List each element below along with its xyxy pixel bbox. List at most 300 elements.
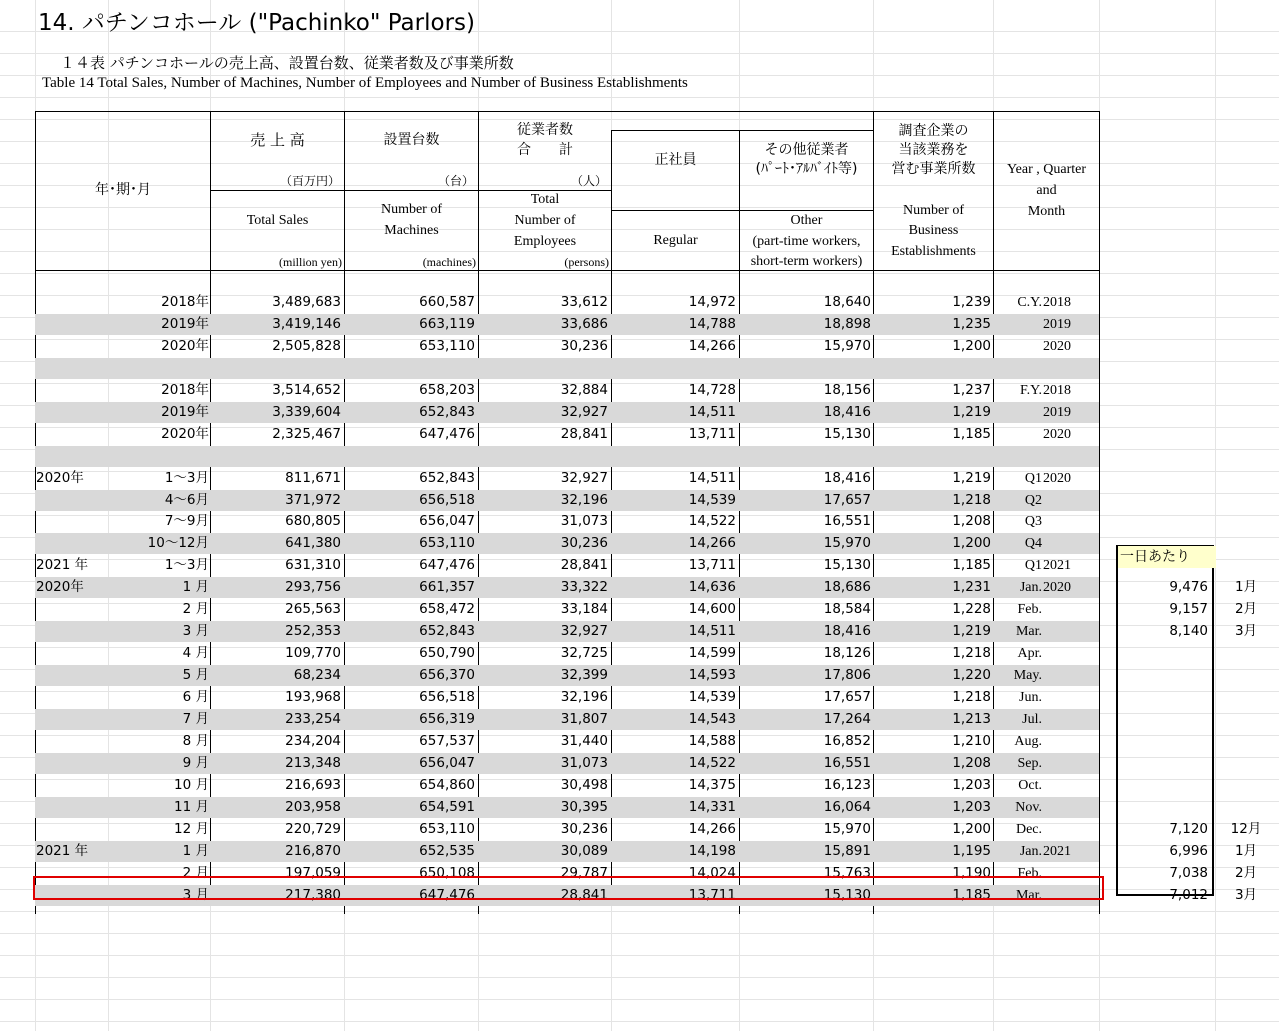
regular-cell: 14,511 [688,469,736,486]
sales-cell: 265,563 [285,601,341,618]
era-cell [36,687,106,708]
employees-cell: 32,399 [560,667,608,684]
era-cell: 2021 年 [36,557,89,574]
regular-cell: 14,266 [688,337,736,354]
table-row [35,358,1099,379]
era-cell: 2021 年 [36,842,89,859]
table-subtitle-en: Table 14 Total Sales, Number of Machines, Number of Employees and Number of Business Establishments [42,75,688,91]
header-year-en-1: Year , Quarter [1006,162,1087,177]
machines-cell: 652,843 [419,403,475,420]
table-row [35,643,1099,664]
period-cell: 3 月 [182,623,209,640]
per-day-month: 1月 [1234,579,1258,596]
sales-cell: 216,870 [285,842,341,859]
machines-cell: 658,203 [419,381,475,398]
sales-cell: 220,729 [285,820,341,837]
regular-cell: 14,511 [688,403,736,420]
other-cell [740,446,871,467]
header-machines-en-2: Machines [384,223,439,238]
regular-cell: 14,636 [688,579,736,596]
period-en-year: 2020 [1043,426,1071,442]
machines-cell: 647,476 [419,886,475,903]
machines-cell: 658,472 [419,601,475,618]
regular-cell: 14,543 [688,711,736,727]
header-est-jp-1: 調査企業の [898,123,969,139]
establishments-cell [875,446,991,467]
per-day-month: 3月 [1234,623,1258,640]
table-row [35,468,1099,489]
machines-cell: 653,110 [419,337,475,354]
period-cell: 5 月 [182,667,209,684]
regular-cell: 14,588 [688,732,736,749]
era-cell [36,621,106,642]
sales-cell: 680,805 [285,513,341,530]
period-en-cell [995,336,1099,357]
period-en-label: Jan. [1019,580,1042,596]
period-cell: 2019年 [161,403,209,420]
period-en-cell [995,797,1099,818]
era-cell [36,709,106,730]
other-cell: 15,763 [823,864,871,881]
period-en-year: 2018 [1043,294,1071,310]
period-en-cell [995,490,1099,511]
other-cell: 18,416 [823,403,871,420]
per-day-value: 7,038 [1169,864,1208,881]
period-en-label: Mar. [1015,887,1042,903]
regular-cell: 14,599 [688,645,736,662]
machines-cell: 656,518 [419,491,475,508]
era-cell [36,775,106,796]
period-cell: 1～3月 [164,557,209,574]
regular-cell: 14,266 [688,535,736,552]
employees-cell: 32,196 [560,491,608,508]
period-en-cell [995,599,1099,620]
sales-cell: 631,310 [285,557,341,574]
establishments-cell: 1,185 [952,886,991,903]
establishments-cell: 1,235 [952,315,991,332]
header-employees-en-3: Employees [513,234,577,249]
table-row [35,380,1099,401]
machines-cell [345,446,475,467]
sales-cell: 3,339,604 [272,403,341,420]
table-row [35,511,1099,532]
period-cell: 12 月 [174,820,209,837]
machines-cell: 647,476 [419,557,475,574]
sales-cell: 203,958 [285,798,341,815]
regular-cell: 14,539 [688,689,736,706]
employees-cell: 30,498 [560,776,608,793]
header-machines-jp: 設置台数 [383,132,440,148]
machines-cell: 656,047 [419,754,475,771]
header-year-en-3: Month [1027,204,1066,219]
establishments-cell: 1,190 [952,864,991,881]
header-period-jp: 年･期･月 [95,182,151,198]
period-en-cell [995,555,1099,576]
per-day-value: 6,996 [1169,842,1208,859]
per-day-value: 7,120 [1169,820,1208,837]
header-sales-unit-jp: （百万円） [279,174,340,188]
establishments-cell: 1,200 [952,820,991,837]
employees-cell: 28,841 [560,425,608,442]
employees-cell: 33,612 [560,293,608,310]
machines-cell: 654,591 [419,798,475,815]
era-cell [36,490,106,511]
period-en-year: 2021 [1043,558,1071,574]
establishments-cell: 1,213 [952,711,991,727]
period-cell: 6 月 [182,689,209,706]
machines-cell: 656,319 [419,711,475,727]
period-cell: 2020年 [161,425,209,442]
other-cell: 15,130 [823,557,871,574]
employees-cell [479,358,608,379]
period-cell: 10 月 [174,776,209,793]
establishments-cell: 1,239 [952,293,991,310]
header-machines-en-1: Number of [380,202,443,217]
sales-cell: 193,968 [285,689,341,706]
machines-cell: 650,790 [419,645,475,662]
regular-cell: 14,600 [688,601,736,618]
header-est-jp-3: 営む事業所数 [891,161,976,177]
regular-cell: 14,198 [688,842,736,859]
machines-cell: 653,110 [419,820,475,837]
employees-cell: 30,236 [560,337,608,354]
table-row [35,621,1099,642]
establishments-cell [875,358,991,379]
establishments-cell: 1,208 [952,513,991,530]
era-cell: 2020年 [36,469,84,486]
sales-cell: 68,234 [293,667,341,684]
regular-cell [612,446,736,467]
other-cell: 18,584 [823,601,871,618]
employees-cell: 33,686 [560,315,608,332]
header-employees-jp-1: 従業者数 [517,122,573,138]
period-en-year: 2019 [1043,404,1071,420]
period-cell: 9 月 [182,754,209,771]
table-row [35,819,1099,840]
regular-cell: 14,593 [688,667,736,684]
header-regular-jp: 正社員 [654,152,697,168]
employees-cell: 30,395 [560,798,608,815]
sales-cell: 213,348 [285,754,341,771]
period-en-label: Jun. [1019,690,1042,706]
other-cell: 17,657 [823,491,871,508]
table-row [35,446,1099,467]
era-cell [36,533,106,554]
regular-cell: 13,711 [688,886,736,903]
other-cell: 18,416 [823,469,871,486]
header-employees-unit-jp: （人） [570,174,607,188]
other-cell: 16,551 [823,754,871,771]
header-regular-en: Regular [653,233,698,248]
header-employees-en-1: Total [530,192,560,207]
establishments-cell: 1,228 [952,601,991,618]
regular-cell: 14,375 [688,776,736,793]
other-cell: 15,970 [823,535,871,552]
era-cell [36,380,106,401]
other-cell [740,358,871,379]
period-en-label: F.Y. [1020,382,1042,398]
regular-cell: 14,539 [688,491,736,508]
period-cell: 2018年 [161,381,209,398]
sales-cell: 811,671 [285,469,341,486]
machines-cell: 647,476 [419,425,475,442]
period-en-cell [995,819,1099,840]
machines-cell: 661,357 [419,579,475,596]
era-cell [36,599,106,620]
period-cell: 7～9月 [164,513,209,530]
period-cell: 1 月 [182,842,209,859]
machines-cell: 652,843 [419,469,475,486]
period-cell: 11 月 [174,798,209,815]
table-row [35,314,1099,335]
header-sales-jp: 売 上 高 [250,131,305,149]
header-employees-unit-en: (persons) [564,255,609,269]
other-cell: 17,657 [823,689,871,706]
other-cell: 17,264 [823,711,871,727]
per-day-value: 9,476 [1169,579,1208,596]
establishments-cell: 1,219 [952,403,991,420]
period-en-label: Q1 [1024,470,1042,486]
employees-cell [479,446,608,467]
period-cell: 3 月 [182,886,209,903]
table-row [35,753,1099,774]
table-row [35,533,1099,554]
sales-cell: 3,419,146 [272,315,341,332]
table-row [35,292,1099,313]
period-cell: 2020年 [161,337,209,354]
header-est-jp-2: 当該業務を [898,142,969,158]
page-title: 14. パチンコホール ("Pachinko" Parlors) [38,10,475,36]
other-cell: 15,970 [823,820,871,837]
period-en-cell [995,577,1099,598]
period-en-cell [995,533,1099,554]
employees-cell: 28,841 [560,886,608,903]
period-en-cell [995,402,1099,423]
period-cell: 8 月 [182,732,209,749]
sales-cell: 3,514,652 [272,381,341,398]
machines-cell: 663,119 [419,315,475,332]
header-machines-unit-en: (machines) [422,255,476,269]
sales-cell: 3,489,683 [272,293,341,310]
establishments-cell: 1,185 [952,425,991,442]
era-cell [36,270,106,291]
era-cell [36,314,106,335]
establishments-cell [875,270,991,291]
regular-cell [612,358,736,379]
period-en-cell [995,775,1099,796]
establishments-cell: 1,200 [952,337,991,354]
period-cell: 1 月 [182,579,209,596]
header-est-en-1: Number of [902,203,965,218]
header-other-en-3: short-term workers) [750,254,863,269]
establishments-cell: 1,231 [952,579,991,596]
machines-cell: 653,110 [419,535,475,552]
period-cell [108,446,209,467]
per-day-value: 9,157 [1169,601,1208,618]
period-cell: 1～3月 [164,469,209,486]
era-cell [36,819,106,840]
table-row [35,731,1099,752]
machines-cell [345,358,475,379]
sales-cell: 641,380 [285,535,341,552]
other-cell: 18,898 [823,315,871,332]
header-machines-unit-jp: （台） [437,174,474,188]
other-cell: 15,970 [823,337,871,354]
machines-cell: 652,843 [419,623,475,640]
header-other-jp-2: (ﾊﾟｰﾄ･ｱﾙﾊﾞｲﾄ等) [755,161,858,177]
header-sales-unit-en: (million yen) [279,255,342,269]
other-cell: 17,806 [823,667,871,684]
period-en-label: Q4 [1024,536,1042,552]
regular-cell: 14,788 [688,315,736,332]
sales-cell: 234,204 [285,732,341,749]
table-row [35,424,1099,445]
period-cell: 7 月 [182,711,209,727]
selected-row-highlight [33,876,1104,900]
period-en-cell [995,446,1099,467]
regular-cell: 14,972 [688,293,736,310]
establishments-cell: 1,219 [952,469,991,486]
other-cell: 18,126 [823,645,871,662]
sales-cell: 197,059 [285,864,341,881]
employees-cell [479,270,608,291]
header-sales-en: Total Sales [246,213,309,228]
period-en-label: Aug. [1014,733,1042,749]
era-cell [36,402,106,423]
period-en-label: Nov. [1015,799,1042,815]
employees-cell: 31,073 [560,754,608,771]
employees-cell: 33,322 [560,579,608,596]
machines-cell: 656,370 [419,667,475,684]
establishments-cell: 1,195 [952,842,991,859]
period-en-year: 2020 [1043,580,1071,596]
period-en-label: Q2 [1024,492,1042,508]
table-row [35,665,1099,686]
machines-cell: 657,537 [419,732,475,749]
period-en-label: Jul. [1022,712,1042,727]
period-en-label: May. [1013,668,1042,684]
machines-cell: 656,518 [419,689,475,706]
per-day-month: 2月 [1234,601,1258,618]
employees-cell: 33,184 [560,601,608,618]
other-cell: 16,064 [823,798,871,815]
regular-cell [612,270,736,291]
period-en-cell [995,753,1099,774]
per-day-box [1116,545,1214,896]
per-day-title: 一日あたり [1118,546,1216,568]
establishments-cell: 1,185 [952,557,991,574]
sales-cell: 109,770 [285,645,341,662]
table-row [35,577,1099,598]
employees-cell: 30,089 [560,842,608,859]
machines-cell: 650,108 [419,864,475,881]
other-cell: 15,891 [823,842,871,859]
other-cell: 18,686 [823,579,871,596]
establishments-cell: 1,218 [952,689,991,706]
establishments-cell: 1,210 [952,732,991,749]
regular-cell: 14,511 [688,623,736,640]
employees-cell: 30,236 [560,820,608,837]
era-cell [36,336,106,357]
sales-cell: 2,505,828 [272,337,341,354]
machines-cell: 654,860 [419,776,475,793]
period-cell: 4～6月 [164,491,209,508]
period-en-cell [995,511,1099,532]
sales-cell: 233,254 [285,711,341,727]
period-en-label: Q3 [1024,514,1042,530]
period-en-year: 2020 [1043,470,1071,486]
period-en-cell [995,424,1099,445]
period-en-cell [995,270,1099,291]
period-en-label: Jan. [1019,843,1042,859]
sales-cell [211,446,341,467]
sales-cell [211,358,341,379]
table-row [35,599,1099,620]
establishments-cell: 1,218 [952,491,991,508]
period-cell [108,358,209,379]
period-en-year: 2020 [1043,338,1071,354]
period-cell [108,270,209,291]
per-day-value: 7,012 [1169,886,1208,903]
per-day-month: 1月 [1234,842,1258,859]
period-cell: 4 月 [182,645,209,662]
header-est-en-2: Business [908,223,959,238]
establishments-cell: 1,200 [952,535,991,552]
period-en-cell [995,643,1099,664]
per-day-month: 2月 [1234,864,1258,881]
per-day-month: 12月 [1230,820,1262,837]
sales-cell: 217,380 [285,886,341,903]
table-row [35,336,1099,357]
header-other-en-2: (part-time workers, [752,234,861,249]
period-en-label: Oct. [1018,777,1042,793]
era-cell [36,424,106,445]
establishments-cell: 1,218 [952,645,991,662]
period-en-label: Apr. [1017,646,1042,662]
other-cell: 18,640 [823,293,871,310]
period-cell: 10～12月 [147,535,209,552]
sales-cell: 293,756 [285,579,341,596]
machines-cell: 660,587 [419,293,475,310]
regular-cell: 14,266 [688,820,736,837]
period-en-label: Feb. [1017,602,1042,618]
employees-cell: 32,927 [560,623,608,640]
period-en-cell [995,731,1099,752]
regular-cell: 13,711 [688,557,736,574]
employees-cell: 32,725 [560,645,608,662]
sales-cell: 216,693 [285,776,341,793]
period-en-label: Feb. [1017,865,1042,881]
period-en-label: Mar. [1015,624,1042,640]
period-en-cell [995,709,1099,730]
regular-cell: 14,522 [688,513,736,530]
era-cell [36,446,106,467]
establishments-cell: 1,237 [952,381,991,398]
table-subtitle-jp: １４表 パチンコホールの売上高、設置台数、従業者数及び事業所数 [60,54,514,72]
other-cell: 15,130 [823,886,871,903]
era-cell: 2020年 [36,579,84,596]
employees-cell: 32,927 [560,403,608,420]
employees-cell: 32,927 [560,469,608,486]
table-row [35,270,1099,291]
other-cell: 18,416 [823,623,871,640]
period-en-label: Dec. [1015,821,1042,837]
other-cell: 15,130 [823,425,871,442]
regular-cell: 14,522 [688,754,736,771]
table-row [35,687,1099,708]
period-cell: 2 月 [182,601,209,618]
employees-cell: 32,196 [560,689,608,706]
